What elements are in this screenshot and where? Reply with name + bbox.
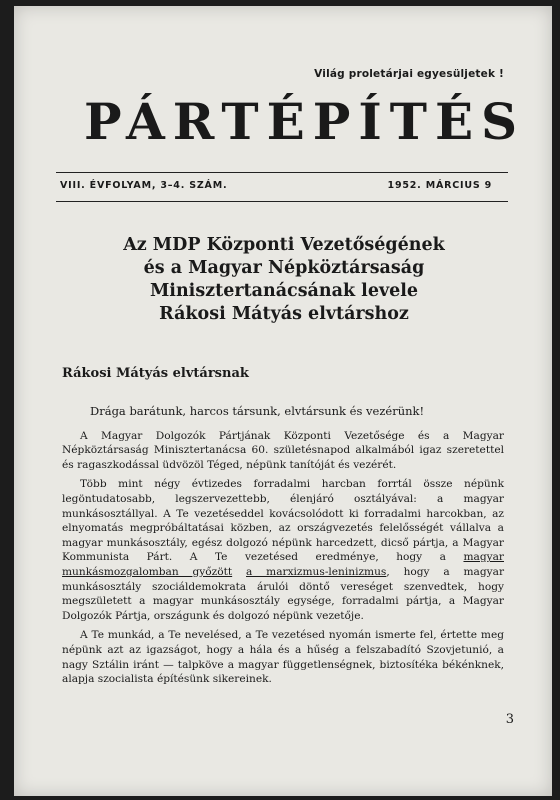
paragraph-3: A Te munkád, a Te nevelésed, a Te vezetésed nyomán ismerte fel, értette meg népünk azt az igazságot, hogy a hála és a hűség a felszabadító Szovjetunió, a nagy Sztálin iránt — talpköve a magyar függetlenségnek, biztosítéka békénknek, alapja szocialista építésünk sikereinek. (62, 629, 504, 686)
article-headline (54, 234, 514, 326)
issue-date: 1952. MÁRCIUS 9 (387, 180, 492, 191)
salutation: Rákosi Mátyás elvtársnak (62, 366, 249, 381)
headline-line-4: Rákosi Mátyás elvtárshoz (159, 304, 409, 324)
paragraph-2-part-a: Több mint négy évtizedes forradalmi harcban forrtál össze népünk legöntudatosabb, legszervezettebb, élenjáró osztályával: a magyar munkásosztállyal. A Te vezetéseddel kovácsolódott ki forradalmi harcokban, az elnyomatás megpróbáltatásai közben, az országvezetés felelősségét vállalva a magyar munkásosztály, egész dolgozó népünk harcedzett, dicső pártja, a Magyar Kommunista Párt. A Te vezetésed eredménye, hogy a (62, 478, 504, 564)
paragraph-2-part-c: , hogy a magyar munkásosztály szociáldemokrata árulói döntő vereséget szenvedtek, hogy megszületett a magyar munkásosztály egysége, forradalmi pártja, a Magyar Dolgozók Pártja, országunk és dolgozó népünk vezetője. (62, 565, 505, 622)
headline-line-1: Az MDP Központi Vezetőségének (123, 235, 445, 255)
masthead-title: PÁRTÉPÍTÉS (84, 92, 526, 151)
document-page (14, 6, 552, 796)
paragraph-2-part-b (232, 566, 246, 578)
page-number: 3 (505, 712, 514, 727)
letter-body (62, 404, 504, 692)
motto: Világ proletárjai egyesüljetek ! (314, 68, 504, 80)
paragraph-2 (62, 477, 504, 623)
headline-line-3: Minisztertanácsának levele (149, 281, 419, 301)
header-rule-bottom (56, 201, 508, 202)
headline-line-2: és a Magyar Népköztársaság (143, 258, 425, 278)
underlined-phrase-1: magyar munkásmozgalomban győzött (62, 551, 504, 578)
issue-info: VIII. ÉVFOLYAM, 3–4. SZÁM. (60, 180, 228, 191)
underlined-phrase-2: a marxizmus-leninizmus (246, 565, 387, 578)
greeting: Drága barátunk, harcos társunk, elvtársunk és vezérünk! (90, 404, 425, 418)
header-rule-top (56, 172, 508, 173)
paragraph-1: A Magyar Dolgozók Pártjának Központi Vezetősége és a Magyar Népköztársaság Minisztertanácsa 60. születésnapod alkalmából igaz szeretettel és ragaszkodással üdvözöl Téged, népünk tanítóját és vezérét. (62, 429, 504, 471)
